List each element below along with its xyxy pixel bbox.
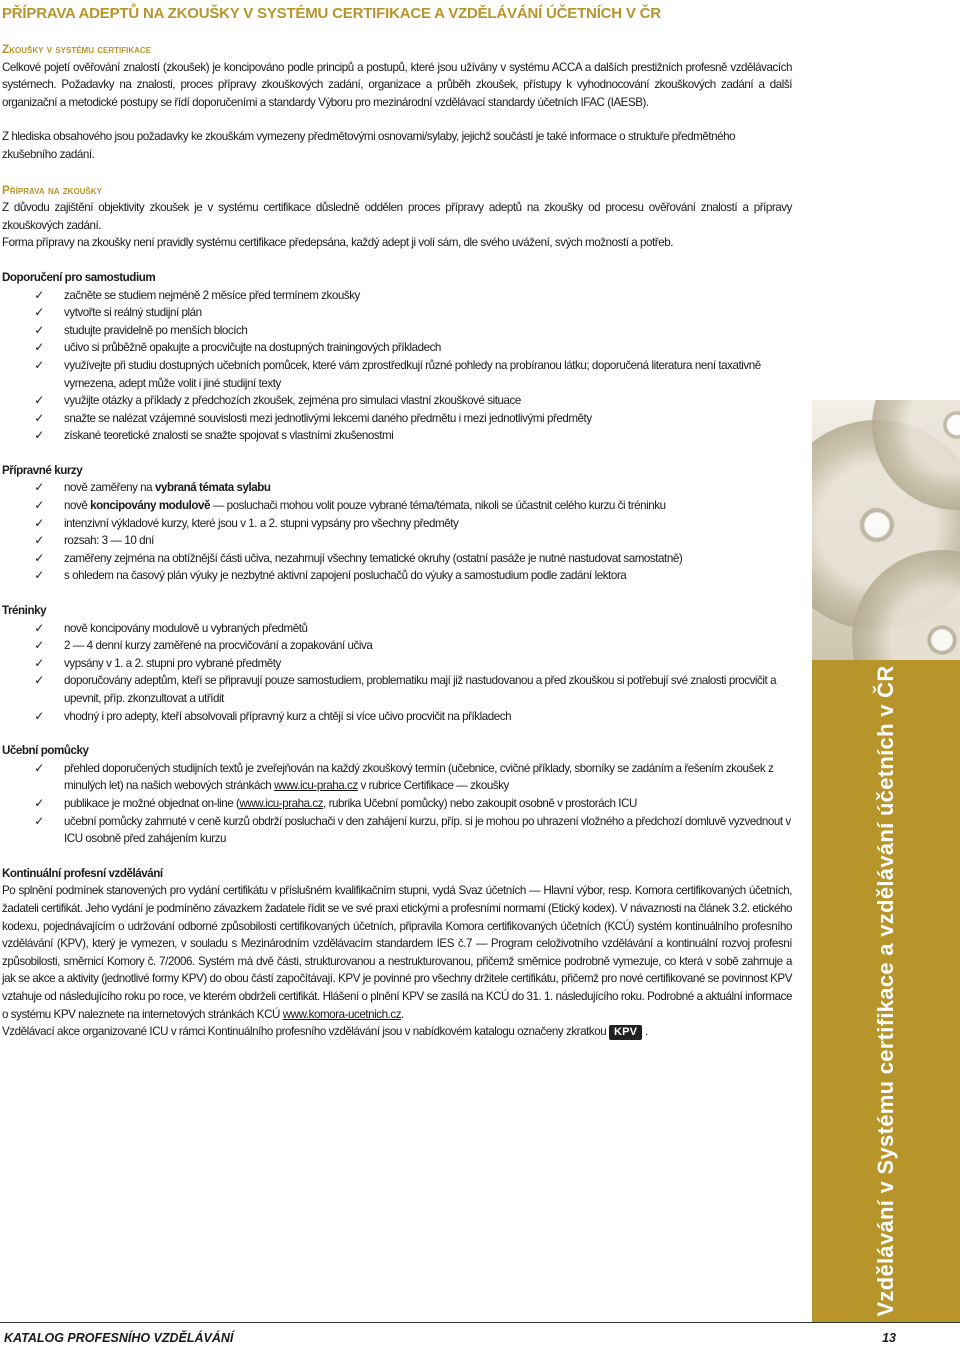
cpd-paragraph-2: Vzdělávací akce organizované ICU v rámci Kontinuálního profesního vzdělávání jsou v nabídkovém katalogu označeny zkratkou KPV . xyxy=(2,1025,648,1039)
section-heading-exams: Zkoušky v systému certifikace xyxy=(2,42,152,56)
list-item: ✓ učební pomůcky zahrnuté v ceně kurzů obdrží posluchači v den zahájení kurzu, příp. si je mohou po uhrazení vložného a předchozí domluvě vyzvednout v ICU osobně před zahájením kurzu xyxy=(2,813,792,848)
komora-website-link[interactable]: www.komora-ucetnich.cz xyxy=(282,1007,402,1021)
check-icon: ✓ xyxy=(34,393,44,408)
list-item: ✓ vypsány v 1. a 2. stupni pro vybrané předměty xyxy=(2,655,792,673)
page-number: 13 xyxy=(882,1331,896,1345)
check-icon: ✓ xyxy=(34,708,44,723)
list-item: ✓ začněte se studiem nejméně 2 měsíce před termínem zkoušky xyxy=(2,287,792,305)
list-item: ✓ vhodný i pro adepty, kteří absolvovali přípravný kurz a chtějí si více učivo procvičit na příkladech xyxy=(2,708,792,726)
self-study-list xyxy=(2,287,792,445)
prep-paragraph-1: Z důvodu zajištění objektivity zkoušek je v systému certifikace důsledně oddělen proces přípravy adeptů na zkoušky od procesu ověřování znalostí a přípravy zkouškových zadání. xyxy=(2,201,792,232)
check-icon: ✓ xyxy=(34,287,44,302)
list-item: ✓ získané teoretické znalosti se snažte spojovat s vlastními zkušenostmi xyxy=(2,427,792,445)
aids-heading: Učební pomůcky xyxy=(2,744,89,758)
list-item: ✓ 2 — 4 denní kurzy zaměřené na procvičování a zopakování učiva xyxy=(2,637,792,655)
check-icon: ✓ xyxy=(34,515,44,530)
list-item: ✓ využívejte při studiu dostupných učebních pomůcek, které vám zprostředkují různé pohledy na probíranou látku; doporučená literatura není taxativně vymezena, adept může volit i jiné studijní texty xyxy=(2,357,792,392)
self-study-heading: Doporučení pro samostudium xyxy=(2,270,156,284)
check-icon: ✓ xyxy=(34,357,44,372)
page-title: PŘÍPRAVA ADEPTŮ NA ZKOUŠKY V SYSTÉMU CERTIFIKACE A VZDĚLÁVÁNÍ ÚČETNÍCH V ČR xyxy=(2,5,661,22)
cpd-heading: Kontinuální profesní vzdělávání xyxy=(2,866,163,880)
list-item: ✓ přehled doporučených studijních textů je zveřejňován na každý zkouškový termín (učebnice, cvičné příklady, sborníky se zadáním a řešením zkoušek z minulých let) na našich webových stránkách www.icu-praha.cz v rubrice Certifikace — zkoušky xyxy=(2,760,792,795)
list-item: ✓ snažte se nalézat vzájemné souvislosti mezi jednotlivými lekcemi daného předmětu i mezi jednotlivými předměty xyxy=(2,410,792,428)
footer-catalog-title: KATALOG PROFESNÍHO VZDĚLÁVÁNÍ xyxy=(4,1331,234,1345)
list-item: ✓ intenzivní výkladové kurzy, které jsou v 1. a 2. stupni vypsány pro všechny předměty xyxy=(2,515,792,533)
list-item: ✓ vytvořte si reálný studijní plán xyxy=(2,304,792,322)
list-item: ✓ studujte pravidelně po menších blocích xyxy=(2,322,792,340)
footer-divider xyxy=(0,1322,960,1323)
courses-heading: Přípravné kurzy xyxy=(2,463,83,477)
check-icon: ✓ xyxy=(34,498,44,513)
check-icon: ✓ xyxy=(34,340,44,355)
list-item: ✓ doporučovány adeptům, kteří se připravují pouze samostudiem, problematiku mají již nastudovanou a před zkouškou si potřebují své znalosti procvičit a upevnit, příp. zkonzultovat a utřídit xyxy=(2,672,792,707)
aids-list xyxy=(2,760,792,848)
check-icon: ✓ xyxy=(34,428,44,443)
check-icon: ✓ xyxy=(34,655,44,670)
check-icon: ✓ xyxy=(34,568,44,583)
section-heading-prep: Příprava na zkoušky xyxy=(2,182,102,197)
trainings-list xyxy=(2,620,792,726)
courses-list xyxy=(2,479,792,585)
check-icon: ✓ xyxy=(34,410,44,425)
check-icon: ✓ xyxy=(34,673,44,688)
list-item: ✓ publikace je možné objednat on-line (www.icu-praha.cz, rubrika Učební pomůcky) nebo zakoupit osobně v prostorách ICU xyxy=(2,795,792,813)
check-icon: ✓ xyxy=(34,550,44,565)
cpd-paragraph-1: Po splnění podmínek stanovených pro vydání certifikátu v příslušném kvalifikačním stupni, vydá Svaz účetních — Hlavní výbor, resp. Komora certifikovaných účetních, žadateli certifikát. Jeho vydání je podmíněno závazkem žadatele řídit se ve své praxi etickými a profesními normami (Etický kodex). V návaznosti na článek 3.2. etického kodexu, pojednávajícím o udržování odborné způsobilosti certifikovaných účetních, připravila Komora certifikovaných účetních (KCÚ) systém kontinuálního profesního vzdělávání (KPV), který je vymezen, v souladu s Mezinárodním vzdělávacím standardem IES č.7 — Program celoživotního vzdělávání a kontinuální rozvoj profesní způsobilosti, směrnicí Komory č. 7/2006. Systém má dvě části, strukturovanou a nestrukturovanou, přičemž směrnice podrobně vymezuje, co která v sobě zahrnuje a jak se akce a aktivity (jednotlivé formy KPV) do obou částí započítávají. KPV je povinné pro všechny držitele certifikátu, přičemž pro nové certifikované se povinnost KPV vztahuje od následujícího roku po roce, ve kterém obdrželi certifikát. Hlášení o plnění KPV se zasílá na KCÚ do 31. 1. následujícího roku. Podrobné a aktuální informace o systému KPV naleznete na internetových stránkách KCÚ www.komora-ucetnich.cz. xyxy=(2,884,792,1021)
list-item: ✓ rozsah: 3 — 10 dní xyxy=(2,532,792,550)
check-icon: ✓ xyxy=(34,305,44,320)
list-item: ✓ využijte otázky a příklady z předchozích zkoušek, zejména pro simulaci vlastní zkouškové situace xyxy=(2,392,792,410)
icu-website-link[interactable]: www.icu-praha.cz xyxy=(274,779,358,793)
trainings-heading: Tréninky xyxy=(2,604,47,618)
check-icon: ✓ xyxy=(34,760,44,775)
check-icon: ✓ xyxy=(34,638,44,653)
list-item: ✓ učivo si průběžně opakujte a procvičujte na dostupných trainingových příkladech xyxy=(2,339,792,357)
prep-paragraph-2: Forma přípravy na zkoušky není pravidly systému certifikace předepsána, každý adept ji volí sám, dle svého uvážení, svých možností a potřeb. xyxy=(2,236,673,250)
check-icon: ✓ xyxy=(34,480,44,495)
list-item: ✓ nově koncipovány modulově — posluchači mohou volit pouze vybrané téma/témata, nikoli se účastnit celého kurzu či tréninku xyxy=(2,497,792,515)
check-icon: ✓ xyxy=(34,533,44,548)
check-icon: ✓ xyxy=(34,620,44,635)
check-icon: ✓ xyxy=(34,322,44,337)
list-item: ✓ nově zaměřeny na vybraná témata sylabu xyxy=(2,479,792,497)
check-icon: ✓ xyxy=(34,795,44,810)
exams-paragraph-1: Celkové pojetí ověřování znalostí (zkoušek) je koncipováno podle principů a postupů, které jsou užívány v systému ACCA a dalších prestižních profesně vzdělávacích systémech. Požadavky na znalosti, proces přípravy zkouškových zadání, organizace a průběh zkoušek, přístupy k vyhodnocování zkouškových zadání a další organizační a metodické postupy se řídí doporučeními a standardy Výboru pro mezinárodní vzdělávací standardy účetních IFAC (IAESB). xyxy=(2,60,792,109)
exams-paragraph-2: Z hlediska obsahového jsou požadavky ke zkouškám vymezeny předmětovými osnovami/sylaby, jejichž součástí je také informace o struktuře předmětného zkušebního zadání. xyxy=(2,130,736,161)
list-item: ✓ nově koncipovány modulově u vybraných předmětů xyxy=(2,620,792,638)
main-content xyxy=(2,0,792,1041)
check-icon: ✓ xyxy=(34,813,44,828)
decorative-discs-image xyxy=(812,400,960,660)
kpv-badge: KPV xyxy=(609,1025,642,1040)
icu-website-link[interactable]: www.icu-praha.cz xyxy=(239,796,324,810)
list-item: ✓ s ohledem na časový plán výuky je nezbytné aktivní zapojení posluchačů do výuky a samostudium podle zadání lektora xyxy=(2,567,792,585)
list-item: ✓ zaměřeny zejména na obtížnější části učiva, nezahrnují všechny tematické okruhy (ostatní pasáže je nutné nastudovat samostatně) xyxy=(2,550,792,568)
side-band-label: Vzdělávání v Systému certifikace a vzdělávání účetních v ČR xyxy=(873,665,898,1317)
